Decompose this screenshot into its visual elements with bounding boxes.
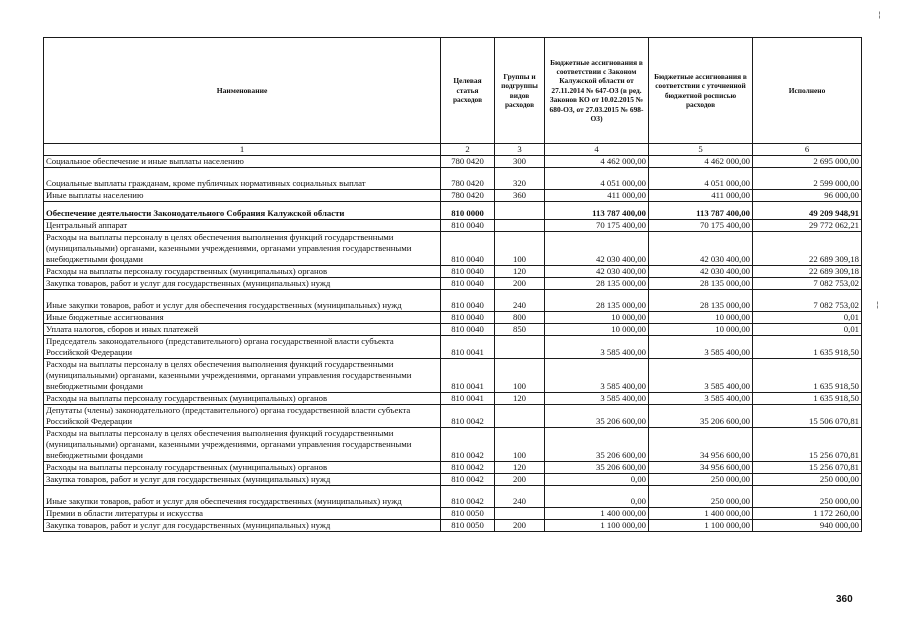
row-executed-cell: 1 635 918,50 xyxy=(753,359,862,393)
row-law-allocation-cell: 411 000,00 xyxy=(545,190,649,202)
table-row xyxy=(44,312,862,324)
row-target-article-cell: 810 0041 xyxy=(441,359,495,393)
table-row xyxy=(44,508,862,520)
row-executed-cell: 96 000,00 xyxy=(753,190,862,202)
row-target-article-cell: 810 0040 xyxy=(441,312,495,324)
row-refined-allocation-cell: 250 000,00 xyxy=(649,474,753,486)
row-name-cell: Иные закупки товаров, работ и услуг для обеспечения государственных (муниципальных) нужд xyxy=(44,486,441,508)
row-name-cell: Уплата налогов, сборов и иных платежей xyxy=(44,324,441,336)
row-target-article-cell: 810 0040 xyxy=(441,290,495,312)
row-expense-group-cell xyxy=(495,405,545,428)
header-executed: Исполнено xyxy=(753,38,862,144)
table-row xyxy=(44,486,862,508)
row-expense-group-cell: 240 xyxy=(495,290,545,312)
table-row xyxy=(44,474,862,486)
row-target-article-cell: 810 0050 xyxy=(441,508,495,520)
row-executed-cell: 7 082 753,02 xyxy=(753,278,862,290)
row-target-article-cell: 810 0042 xyxy=(441,486,495,508)
row-target-article-cell: 810 0042 xyxy=(441,428,495,462)
row-refined-allocation-cell: 34 956 600,00 xyxy=(649,428,753,462)
row-name-cell: Расходы на выплаты персоналу государственных (муниципальных) органов xyxy=(44,393,441,405)
row-target-article-cell: 810 0042 xyxy=(441,462,495,474)
header-refined-allocation: Бюджетные ассигнования в соответствии с уточненной бюджетной росписью расходов xyxy=(649,38,753,144)
budget-table-sheet xyxy=(43,37,861,532)
row-executed-cell: 15 506 070,81 xyxy=(753,405,862,428)
row-name-cell: Иные выплаты населению xyxy=(44,190,441,202)
row-executed-cell: 0,01 xyxy=(753,324,862,336)
row-executed-cell: 1 635 918,50 xyxy=(753,336,862,359)
row-law-allocation-cell: 1 400 000,00 xyxy=(545,508,649,520)
row-expense-group-cell xyxy=(495,202,545,220)
row-law-allocation-cell: 10 000,00 xyxy=(545,324,649,336)
row-expense-group-cell xyxy=(495,336,545,359)
table-row xyxy=(44,290,862,312)
row-target-article-cell: 810 0042 xyxy=(441,474,495,486)
row-refined-allocation-cell: 35 206 600,00 xyxy=(649,405,753,428)
row-refined-allocation-cell: 10 000,00 xyxy=(649,324,753,336)
row-expense-group-cell: 100 xyxy=(495,428,545,462)
row-name-cell: Центральный аппарат xyxy=(44,220,441,232)
column-number: 3 xyxy=(495,144,545,156)
row-name-cell: Закупка товаров, работ и услуг для государственных (муниципальных) нужд xyxy=(44,474,441,486)
column-numbers-row xyxy=(44,144,862,156)
row-refined-allocation-cell: 42 030 400,00 xyxy=(649,266,753,278)
row-executed-cell: 1 172 260,00 xyxy=(753,508,862,520)
table-row xyxy=(44,168,862,190)
row-refined-allocation-cell: 113 787 400,00 xyxy=(649,202,753,220)
table-row xyxy=(44,428,862,462)
header-expense-group: Группы и подгруппы видов расходов xyxy=(495,38,545,144)
row-refined-allocation-cell: 250 000,00 xyxy=(649,486,753,508)
table-row xyxy=(44,190,862,202)
row-name-cell: Иные закупки товаров, работ и услуг для обеспечения государственных (муниципальных) нужд xyxy=(44,290,441,312)
row-refined-allocation-cell: 1 100 000,00 xyxy=(649,520,753,532)
row-law-allocation-cell: 28 135 000,00 xyxy=(545,278,649,290)
row-name-cell: Расходы на выплаты персоналу в целях обеспечения выполнения функций государственными (муниципальными) органами, казенными учреждениями, органами управления государственными внебюджетными фондами xyxy=(44,359,441,393)
row-executed-cell: 250 000,00 xyxy=(753,474,862,486)
row-expense-group-cell: 120 xyxy=(495,462,545,474)
table-row xyxy=(44,202,862,220)
scan-mark: ¦ xyxy=(876,300,879,309)
row-law-allocation-cell: 35 206 600,00 xyxy=(545,405,649,428)
row-refined-allocation-cell: 4 051 000,00 xyxy=(649,168,753,190)
row-expense-group-cell: 850 xyxy=(495,324,545,336)
scan-mark: ¦ xyxy=(878,10,881,19)
row-target-article-cell: 810 0000 xyxy=(441,202,495,220)
table-row xyxy=(44,462,862,474)
row-name-cell: Расходы на выплаты персоналу в целях обеспечения выполнения функций государственными (муниципальными) органами, казенными учреждениями, органами управления государственными внебюджетными фондами xyxy=(44,428,441,462)
header-law-allocation: Бюджетные ассигнования в соответствии с Законом Калужской области от 27.11.2014 № 647-ОЗ (в ред. Законов КО от 10.02.2015 № 680-ОЗ, от 27.03.2015 № 698-ОЗ) xyxy=(545,38,649,144)
row-target-article-cell: 810 0040 xyxy=(441,266,495,278)
row-law-allocation-cell: 35 206 600,00 xyxy=(545,428,649,462)
table-row xyxy=(44,232,862,266)
row-expense-group-cell: 200 xyxy=(495,520,545,532)
row-expense-group-cell: 800 xyxy=(495,312,545,324)
header-target-article: Целевая статья расходов xyxy=(441,38,495,144)
row-law-allocation-cell: 4 051 000,00 xyxy=(545,168,649,190)
row-refined-allocation-cell: 3 585 400,00 xyxy=(649,336,753,359)
row-target-article-cell: 810 0040 xyxy=(441,324,495,336)
page-number: 360 xyxy=(836,594,853,605)
row-executed-cell: 22 689 309,18 xyxy=(753,232,862,266)
row-law-allocation-cell: 10 000,00 xyxy=(545,312,649,324)
row-name-cell: Председатель законодательного (представительного) органа государственной власти субъекта Российской Федерации xyxy=(44,336,441,359)
row-law-allocation-cell: 3 585 400,00 xyxy=(545,393,649,405)
row-target-article-cell: 810 0040 xyxy=(441,278,495,290)
row-executed-cell: 7 082 753,02 xyxy=(753,290,862,312)
row-refined-allocation-cell: 34 956 600,00 xyxy=(649,462,753,474)
row-expense-group-cell xyxy=(495,508,545,520)
row-target-article-cell: 810 0040 xyxy=(441,232,495,266)
row-law-allocation-cell: 28 135 000,00 xyxy=(545,290,649,312)
table-row xyxy=(44,266,862,278)
row-name-cell: Закупка товаров, работ и услуг для государственных (муниципальных) нужд xyxy=(44,278,441,290)
table-body xyxy=(44,156,862,532)
table-row xyxy=(44,156,862,168)
row-executed-cell: 2 695 000,00 xyxy=(753,156,862,168)
row-target-article-cell: 810 0050 xyxy=(441,520,495,532)
row-refined-allocation-cell: 411 000,00 xyxy=(649,190,753,202)
row-target-article-cell: 780 0420 xyxy=(441,190,495,202)
row-expense-group-cell: 200 xyxy=(495,474,545,486)
row-name-cell: Социальное обеспечение и иные выплаты населению xyxy=(44,156,441,168)
table-row xyxy=(44,324,862,336)
budget-execution-table xyxy=(43,37,862,532)
row-name-cell: Премии в области литературы и искусства xyxy=(44,508,441,520)
row-target-article-cell: 810 0041 xyxy=(441,393,495,405)
column-number: 6 xyxy=(753,144,862,156)
row-executed-cell: 2 599 000,00 xyxy=(753,168,862,190)
row-executed-cell: 1 635 918,50 xyxy=(753,393,862,405)
row-executed-cell: 22 689 309,18 xyxy=(753,266,862,278)
table-row xyxy=(44,393,862,405)
row-name-cell: Расходы на выплаты персоналу в целях обеспечения выполнения функций государственными (муниципальными) органами, казенными учреждениями, органами управления государственными внебюджетными фондами xyxy=(44,232,441,266)
table-row xyxy=(44,336,862,359)
header-name: Наименование xyxy=(44,38,441,144)
table-header-row xyxy=(44,38,862,144)
row-target-article-cell: 780 0420 xyxy=(441,156,495,168)
row-expense-group-cell: 120 xyxy=(495,393,545,405)
table-row xyxy=(44,359,862,393)
row-expense-group-cell: 120 xyxy=(495,266,545,278)
row-refined-allocation-cell: 4 462 000,00 xyxy=(649,156,753,168)
row-law-allocation-cell: 70 175 400,00 xyxy=(545,220,649,232)
row-law-allocation-cell: 0,00 xyxy=(545,474,649,486)
row-target-article-cell: 810 0042 xyxy=(441,405,495,428)
row-expense-group-cell: 360 xyxy=(495,190,545,202)
row-executed-cell: 0,01 xyxy=(753,312,862,324)
row-executed-cell: 49 209 948,91 xyxy=(753,202,862,220)
row-expense-group-cell: 300 xyxy=(495,156,545,168)
row-name-cell: Закупка товаров, работ и услуг для государственных (муниципальных) нужд xyxy=(44,520,441,532)
row-expense-group-cell: 200 xyxy=(495,278,545,290)
row-law-allocation-cell: 42 030 400,00 xyxy=(545,266,649,278)
row-executed-cell: 29 772 062,21 xyxy=(753,220,862,232)
row-expense-group-cell xyxy=(495,220,545,232)
column-number: 2 xyxy=(441,144,495,156)
row-refined-allocation-cell: 42 030 400,00 xyxy=(649,232,753,266)
row-law-allocation-cell: 3 585 400,00 xyxy=(545,359,649,393)
row-name-cell: Депутаты (члены) законодательного (представительного) органа государственной власти субъекта Российской Федерации xyxy=(44,405,441,428)
row-target-article-cell: 780 0420 xyxy=(441,168,495,190)
row-name-cell: Расходы на выплаты персоналу государственных (муниципальных) органов xyxy=(44,462,441,474)
row-refined-allocation-cell: 28 135 000,00 xyxy=(649,290,753,312)
row-refined-allocation-cell: 10 000,00 xyxy=(649,312,753,324)
row-refined-allocation-cell: 28 135 000,00 xyxy=(649,278,753,290)
column-number: 4 xyxy=(545,144,649,156)
row-expense-group-cell: 100 xyxy=(495,359,545,393)
row-refined-allocation-cell: 3 585 400,00 xyxy=(649,359,753,393)
row-expense-group-cell: 240 xyxy=(495,486,545,508)
row-executed-cell: 940 000,00 xyxy=(753,520,862,532)
row-law-allocation-cell: 1 100 000,00 xyxy=(545,520,649,532)
row-executed-cell: 15 256 070,81 xyxy=(753,462,862,474)
table-row xyxy=(44,405,862,428)
row-law-allocation-cell: 3 585 400,00 xyxy=(545,336,649,359)
row-name-cell: Социальные выплаты гражданам, кроме публичных нормативных социальных выплат xyxy=(44,168,441,190)
table-row xyxy=(44,278,862,290)
row-refined-allocation-cell: 70 175 400,00 xyxy=(649,220,753,232)
row-name-cell: Расходы на выплаты персоналу государственных (муниципальных) органов xyxy=(44,266,441,278)
row-expense-group-cell: 100 xyxy=(495,232,545,266)
row-law-allocation-cell: 0,00 xyxy=(545,486,649,508)
row-name-cell: Обеспечение деятельности Законодательного Собрания Калужской области xyxy=(44,202,441,220)
row-law-allocation-cell: 35 206 600,00 xyxy=(545,462,649,474)
row-executed-cell: 15 256 070,81 xyxy=(753,428,862,462)
row-target-article-cell: 810 0040 xyxy=(441,220,495,232)
row-target-article-cell: 810 0041 xyxy=(441,336,495,359)
table-row xyxy=(44,220,862,232)
row-name-cell: Иные бюджетные ассигнования xyxy=(44,312,441,324)
column-number: 1 xyxy=(44,144,441,156)
row-executed-cell: 250 000,00 xyxy=(753,486,862,508)
row-refined-allocation-cell: 1 400 000,00 xyxy=(649,508,753,520)
table-row xyxy=(44,520,862,532)
row-refined-allocation-cell: 3 585 400,00 xyxy=(649,393,753,405)
column-number: 5 xyxy=(649,144,753,156)
row-expense-group-cell: 320 xyxy=(495,168,545,190)
row-law-allocation-cell: 4 462 000,00 xyxy=(545,156,649,168)
row-law-allocation-cell: 42 030 400,00 xyxy=(545,232,649,266)
row-law-allocation-cell: 113 787 400,00 xyxy=(545,202,649,220)
